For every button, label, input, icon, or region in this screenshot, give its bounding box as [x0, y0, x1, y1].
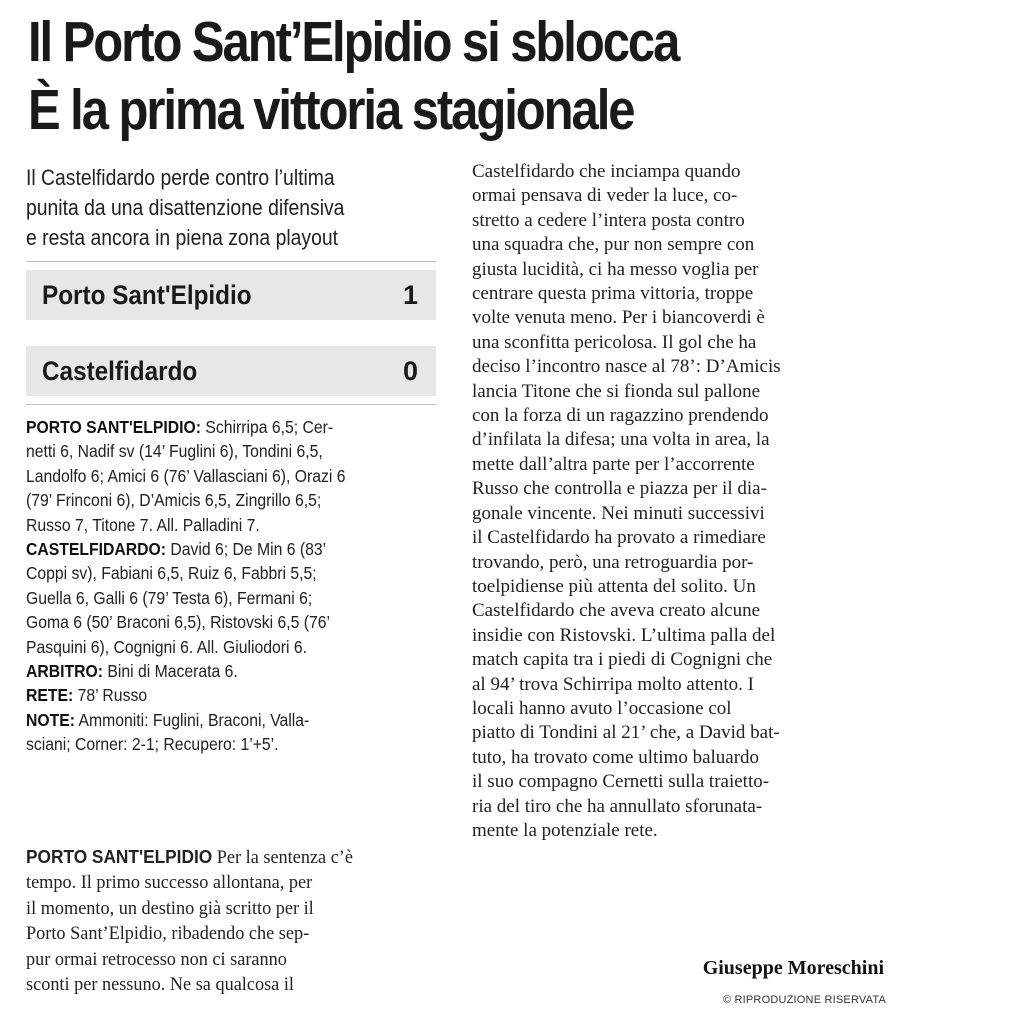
body-line: sconti per nessuno. Ne sa qualcosa il — [26, 974, 294, 996]
match-info-line: sciani; Corner: 2-1; Recupero: 1’+5’. — [26, 734, 279, 755]
match-info-line: Coppi sv), Fabiani 6,5, Ruiz 6, Fabbri 5,5; — [26, 563, 317, 584]
scoreline-away — [26, 346, 436, 396]
match-info-line: Pasquini 6), Cognigni 6. All. Giuliodori 6. — [26, 636, 308, 657]
body-line: deciso l’incontro nasce al 78’: D’Amicis — [472, 356, 781, 378]
body-line: una squadra che, pur non sempre con — [472, 234, 755, 256]
headline — [28, 8, 785, 144]
body-line: centrare questa prima vittoria, troppe — [472, 283, 754, 305]
body-line: match capita tra i piedi di Cognigni che — [472, 649, 773, 671]
body-line: il Castelfidardo ha provato a rimediare — [472, 527, 766, 549]
headline-line-1: Il Porto Sant’Elpidio si sblocca — [28, 10, 679, 74]
body-line: mente la potenziale rete. — [472, 819, 658, 841]
body-line: ormai pensava di veder la luce, co- — [472, 185, 738, 207]
match-info-line: ARBITRO: Bini di Macerata 6. — [26, 661, 238, 682]
subheadline-line: punita da una disattenzione difensiva — [26, 195, 345, 220]
body-line: al 94’ trova Schirripa molto attento. I — [472, 673, 754, 695]
subheadline-line: Il Castelfidardo perde contro l’ultima — [26, 165, 335, 190]
body-line: una sconfitta pericolosa. Il gol che ha — [472, 331, 757, 353]
match-info — [26, 415, 436, 757]
body-line: giusta lucidità, ci ha messo voglia per — [472, 258, 759, 280]
body-line: PORTO SANT'ELPIDIO Per la sentenza c’è — [26, 847, 353, 868]
body-line: pur ormai retrocesso non ci saranno — [26, 948, 287, 970]
body-line: il momento, un destino già scritto per il — [26, 897, 314, 919]
match-info-line: (79’ Frinconi 6), D’Amicis 6,5, Zingrillo 6,5; — [26, 490, 322, 511]
body-line: lancia Titone che si fionda sul pallone — [472, 380, 761, 402]
body-line: gonale vincente. Nei minuti successivi — [472, 502, 765, 524]
body-line: tempo. Il primo successo allontana, per — [26, 872, 313, 894]
match-info-line: netti 6, Nadif sv (14’ Fuglini 6), Tondini 6,5, — [26, 441, 323, 462]
body-line: tuto, ha trovato come ultimo baluardo — [472, 746, 760, 768]
headline-line-2: È la prima vittoria stagionale — [28, 78, 634, 142]
body-line: Castelfidardo che inciampa quando — [472, 161, 741, 182]
home-team-name: Porto Sant'Elpidio — [42, 279, 252, 310]
away-team-name: Castelfidardo — [42, 355, 198, 386]
home-team-goals: 1 — [402, 279, 418, 310]
left-column — [26, 163, 436, 757]
score-divider — [26, 404, 436, 405]
match-info-line: CASTELFIDARDO: David 6; De Min 6 (83’ — [26, 539, 327, 560]
body-line: il suo compagno Cernetti sulla traiettо- — [472, 771, 770, 793]
match-info-line: Guella 6, Galli 6 (79’ Testa 6), Fermani 6; — [26, 587, 313, 608]
match-info-line: PORTO SANT'ELPIDIO: Schirripa 6,5; Cer- — [26, 417, 334, 437]
article-body-right — [472, 160, 886, 843]
body-line: toelpidiense più attenta del solito. Un — [472, 575, 756, 597]
article-body-left — [26, 845, 438, 997]
match-info-line: RETE: 78’ Russo — [26, 685, 148, 706]
body-line: Porto Sant’Elpidio, ribadendo che sep- — [26, 923, 310, 945]
scoreline-home — [26, 270, 436, 320]
body-line: locali hanno avuto l’occasione col — [472, 697, 732, 719]
body-line: piatto di Tondini al 21’ che, a David bat- — [472, 722, 780, 744]
subheadline-line: e resta ancora in piena zona playout — [26, 225, 338, 250]
body-line: mette dall’altra parte per l’accorrente — [472, 453, 755, 475]
body-line: trovando, però, una retroguardia por- — [472, 551, 754, 573]
body-line: con la forza di un ragazzino prendendo — [472, 405, 769, 427]
body-line: d’infilata la difesa; una volta in area, la — [472, 429, 770, 451]
body-line: stretto a cedere l’intera posta contro — [472, 209, 745, 231]
body-line: Russo che controlla e piazza per il dia- — [472, 478, 767, 500]
match-info-line: Landolfo 6; Amici 6 (76’ Vallasciani 6), Orazi 6 — [26, 465, 346, 486]
body-line: volte venuta meno. Per i biancoverdi è — [472, 307, 765, 329]
subheadline — [26, 163, 436, 253]
body-line: ria del tiro che ha annullato sforunata- — [472, 795, 763, 817]
match-info-line: NOTE: Ammoniti: Fuglini, Braconi, Valla- — [26, 709, 310, 730]
copyright-notice: © RIPRODUZIONE RISERVATA — [722, 994, 886, 1006]
body-line: Castelfidardo che aveva creato alcune — [472, 600, 761, 622]
match-info-line: Goma 6 (50’ Braconi 6,5), Ristovski 6,5 (76’ — [26, 612, 331, 633]
away-team-goals: 0 — [402, 355, 418, 386]
author-byline: Giuseppe Moreschini — [702, 957, 884, 979]
body-line: insidie con Ristovski. L’ultima palla del — [472, 624, 776, 646]
match-info-line: Russo 7, Titone 7. All. Palladini 7. — [26, 514, 260, 535]
score-divider — [26, 261, 436, 262]
